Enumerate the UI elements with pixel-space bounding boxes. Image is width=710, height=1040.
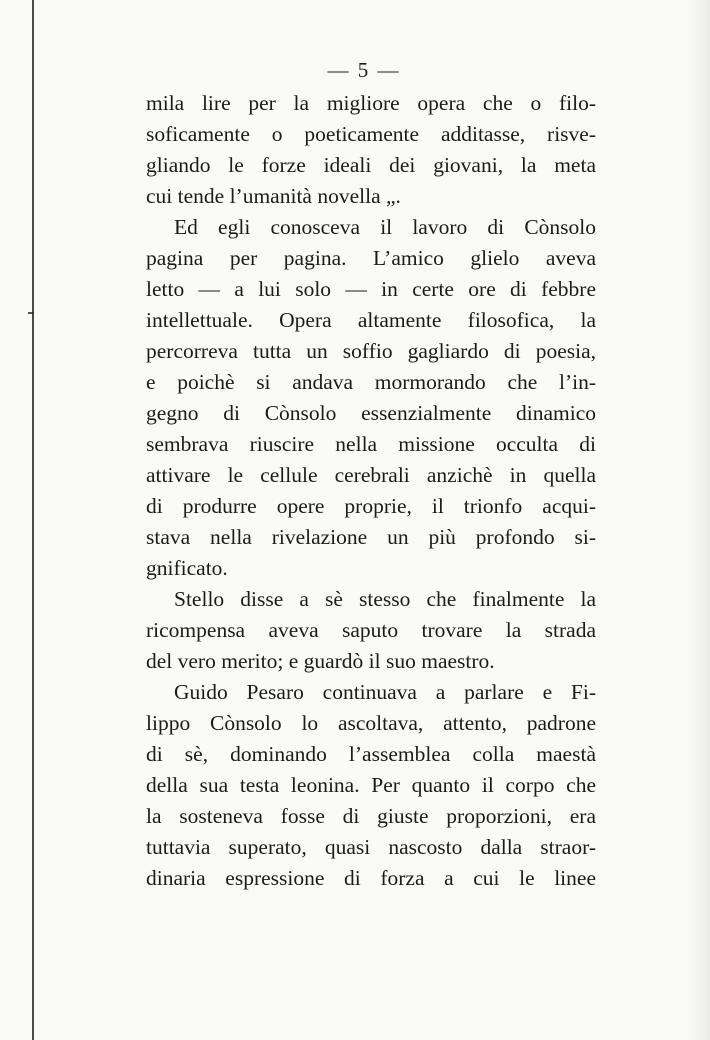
text-line: del vero merito; e guardò il suo maestro. [146, 649, 495, 673]
paragraph-first-line: Stello disse a sè stesso che finalmente la [174, 587, 596, 611]
text-line: ricompensa aveva saputo trovare la strada [146, 618, 596, 642]
text-line: intellettuale. Opera altamente filosofica, la [146, 308, 596, 332]
text-line: percorreva tutta un soffio gagliardo di poesia, [146, 339, 596, 363]
paragraph-first-line: Guido Pesaro continuava a parlare e Fi- [174, 680, 596, 704]
text-line: attivare le cellule cerebrali anzichè in quella [146, 463, 596, 487]
text-line: sembrava riuscire nella missione occulta di [146, 432, 596, 456]
text-line: soficamente o poeticamente additasse, risve- [146, 122, 596, 146]
page-edge-shadow [686, 0, 710, 1040]
text-line: mila lire per la migliore opera che o filo- [146, 91, 596, 115]
binding-edge-mark [28, 312, 34, 314]
text-line: lippo Cònsolo lo ascoltava, attento, padrone [146, 711, 596, 735]
text-line: gnificato. [146, 556, 228, 580]
body-text [146, 88, 596, 894]
paragraph-first-line: Ed egli conosceva il lavoro di Cònsolo [174, 215, 596, 239]
text-line: della sua testa leonina. Per quanto il corpo che [146, 773, 596, 797]
text-line: pagina per pagina. L’amico glielo aveva [146, 246, 596, 270]
binding-edge-line [32, 0, 34, 1040]
text-line: di produrre opere proprie, il trionfo acqui- [146, 494, 596, 518]
text-line: gliando le forze ideali dei giovani, la meta [146, 153, 596, 177]
text-line: tuttavia superato, quasi nascosto dalla straor- [146, 835, 596, 859]
text-line: e poichè si andava mormorando che l’in- [146, 370, 596, 394]
text-line: di sè, dominando l’assemblea colla maestà [146, 742, 596, 766]
text-line: cui tende l’umanità novella „. [146, 184, 401, 208]
text-line: dinaria espressione di forza a cui le linee [146, 866, 596, 890]
text-line: gegno di Cònsolo essenzialmente dinamico [146, 401, 596, 425]
text-line: letto — a lui solo — in certe ore di febbre [146, 277, 596, 301]
page-number: — 5 — [327, 58, 401, 82]
text-line: stava nella rivelazione un più profondo si- [146, 525, 596, 549]
text-line: la sosteneva fosse di giuste proporzioni, era [146, 804, 596, 828]
